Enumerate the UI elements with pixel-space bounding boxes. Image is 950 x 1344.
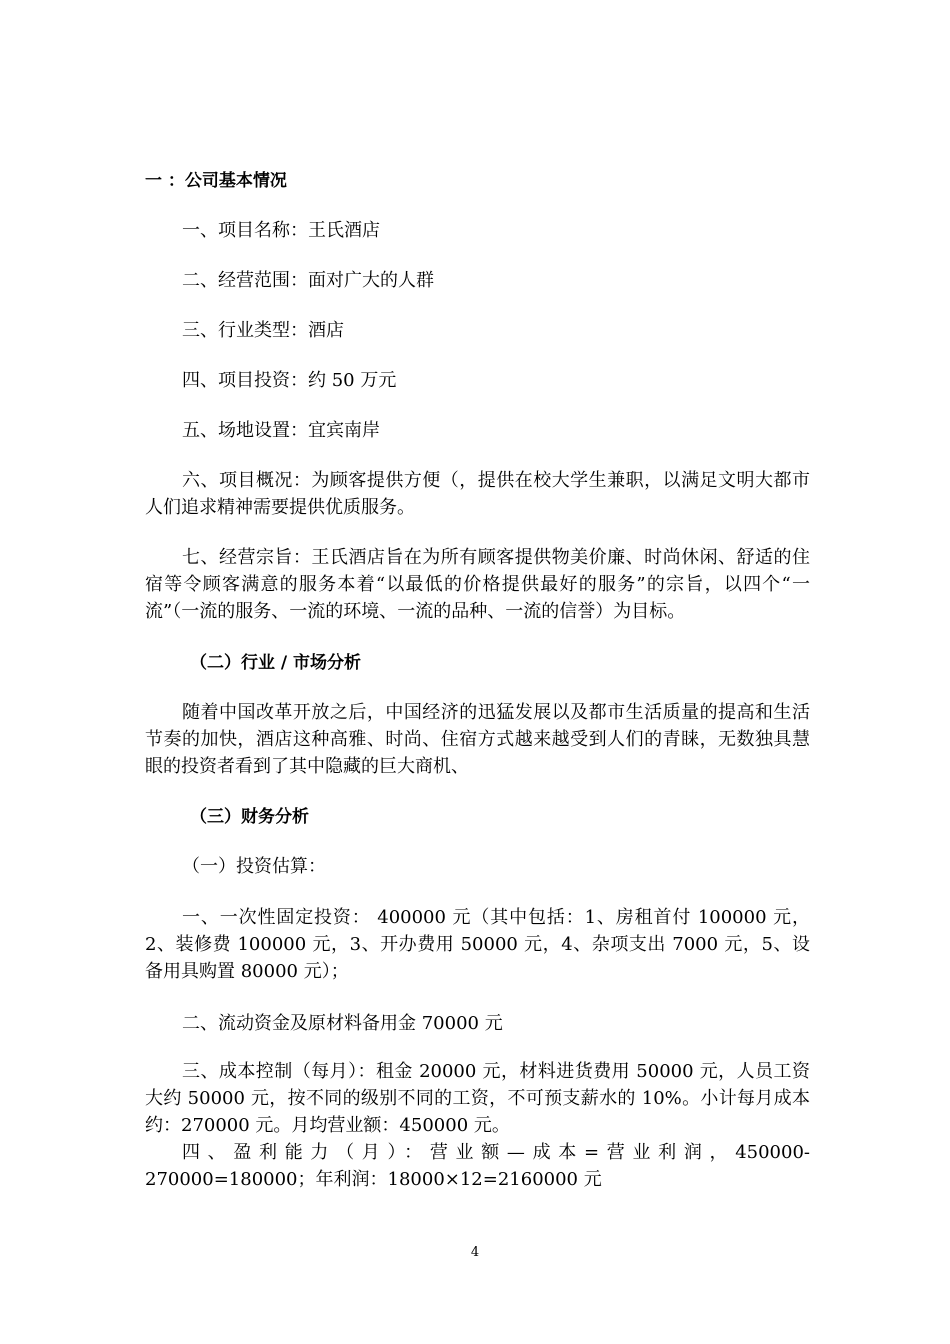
fixed-investment-paragraph: 一、一次性固定投资： 400000 元（其中包括：1、房租首付 100000 元，2、装修费 100000 元，3、开办费用 50000 元，4、杂项支出 7000 元，5、设备用具购置 80000 元）； bbox=[145, 907, 810, 982]
project-investment-item: 四、项目投资：约 50 万元 bbox=[182, 370, 397, 391]
project-name-item: 一、项目名称：王氏酒店 bbox=[182, 220, 380, 241]
investment-estimate-subheading: （一）投资估算： bbox=[182, 856, 326, 877]
business-scope-item: 二、经营范围：面对广大的人群 bbox=[182, 270, 434, 291]
section3-heading: （三）财务分析 bbox=[190, 807, 309, 827]
section2-heading: （二）行业 / 市场分析 bbox=[190, 653, 362, 673]
business-purpose-paragraph: 七、经营宗旨：王氏酒店旨在为所有顾客提供物美价廉、时尚休闲、舒适的住宿等令顾客满意的服务本着“以最低的价格提供最好的服务”的宗旨，以四个“一流”（一流的服务、一流的环境、一流的品种、一流的信誉）为目标。 bbox=[145, 547, 810, 622]
project-overview-paragraph: 六、项目概况：为顾客提供方便（，提供在校大学生兼职，以满足文明大都市人们追求精神需要提供优质服务。 bbox=[145, 470, 810, 518]
page-number: 4 bbox=[470, 1245, 480, 1260]
document-page bbox=[145, 0, 810, 1344]
cost-control-paragraph: 三、成本控制（每月）：租金 20000 元，材料进货费用 50000 元，人员工资大约 50000 元，按不同的级别不同的工资，不可预支薪水的 10%。小计每月成本约：270000 元。月均营业额：450000 元。 bbox=[145, 1061, 810, 1136]
section1-heading: 一 ：公司基本情况 bbox=[145, 171, 287, 191]
site-setting-item: 五、场地设置：宜宾南岸 bbox=[182, 420, 380, 441]
working-capital-item: 二、流动资金及原材料备用金 70000 元 bbox=[182, 1013, 503, 1034]
market-analysis-paragraph: 随着中国改革开放之后，中国经济的迅猛发展以及都市生活质量的提高和生活节奏的加快，酒店这种高雅、时尚、住宿方式越来越受到人们的青睐，无数独具慧眼的投资者看到了其中隐藏的巨大商机、 bbox=[145, 702, 810, 777]
profitability-paragraph: 四、盈利能力（月）：营业额—成本=营业利润，450000-270000=180000；年利润：18000×12=2160000 元 bbox=[145, 1142, 810, 1190]
industry-type-item: 三、行业类型：酒店 bbox=[182, 320, 344, 341]
